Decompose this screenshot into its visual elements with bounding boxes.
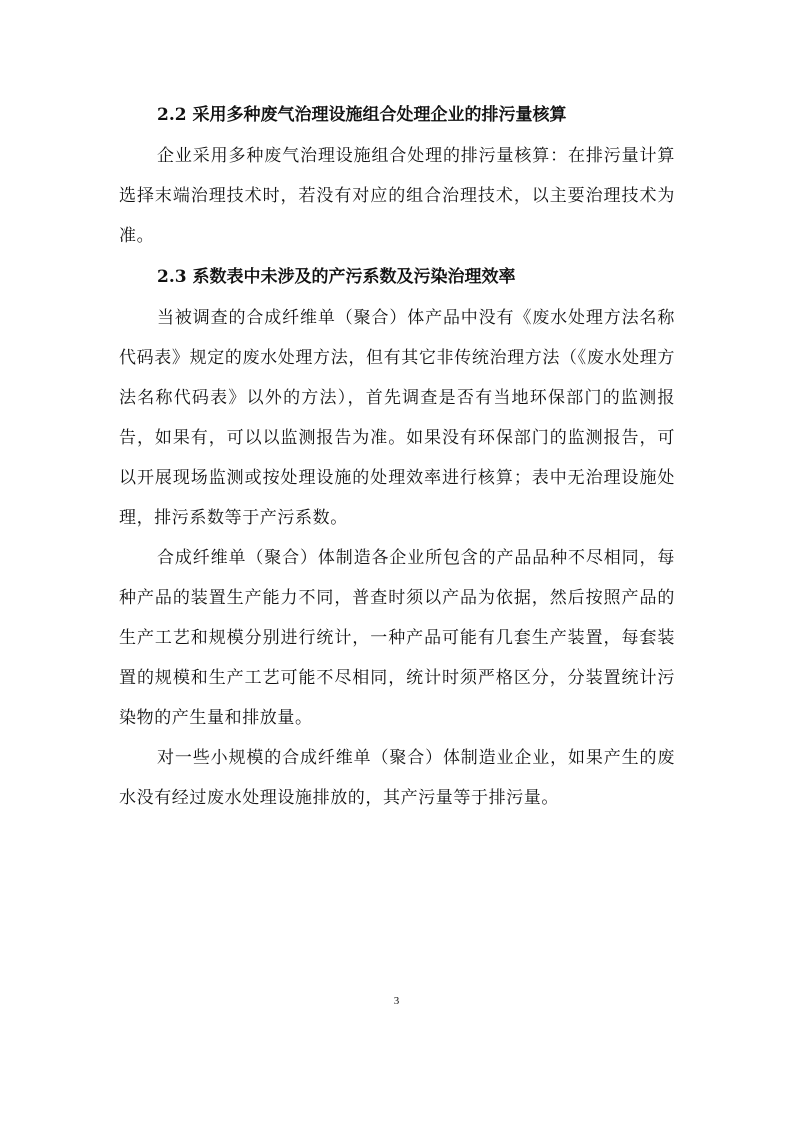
section-2-3-paragraph-2: 合成纤维单（聚合）体制造各企业所包含的产品品种不尽相同，每种产品的装置生产能力不同，普查时须以产品为依据，然后按照产品的生产工艺和规模分别进行统计，一种产品可能有几套生产装置，每套装置的规模和生产工艺可能不尽相同，统计时须严格区分，分装置统计污染物的产生量和排放量。	[119, 548, 675, 728]
section-2-3-paragraph-3: 对一些小规模的合成纤维单（聚合）体制造业企业，如果产生的废水没有经过废水处理设施排放的，其产污量等于排污量。	[119, 748, 675, 808]
section-2-3-paragraph-1: 当被调查的合成纤维单（聚合）体产品中没有《废水处理方法名称代码表》规定的废水处理方法，但有其它非传统治理方法（《废水处理方法名称代码表》以外的方法），首先调查是否有当地环保部门的监测报告，如果有，可以以监测报告为准。如果没有环保部门的监测报告，可以开展现场监测或按处理设施的处理效率进行核算；表中无治理设施处理，排污系数等于产污系数。	[119, 308, 675, 528]
page-body	[119, 100, 675, 818]
section-heading-2-3: 2.3 系数表中未涉及的产污系数及污染治理效率	[157, 267, 516, 287]
section-2-2-paragraph: 企业采用多种废气治理设施组合处理的排污量核算：在排污量计算选择末端治理技术时，若没有对应的组合治理技术，以主要治理技术为准。	[119, 146, 675, 246]
section-heading-2-2: 2.2 采用多种废气治理设施组合处理企业的排污量核算	[157, 105, 567, 125]
page-number: 3	[393, 995, 400, 1007]
